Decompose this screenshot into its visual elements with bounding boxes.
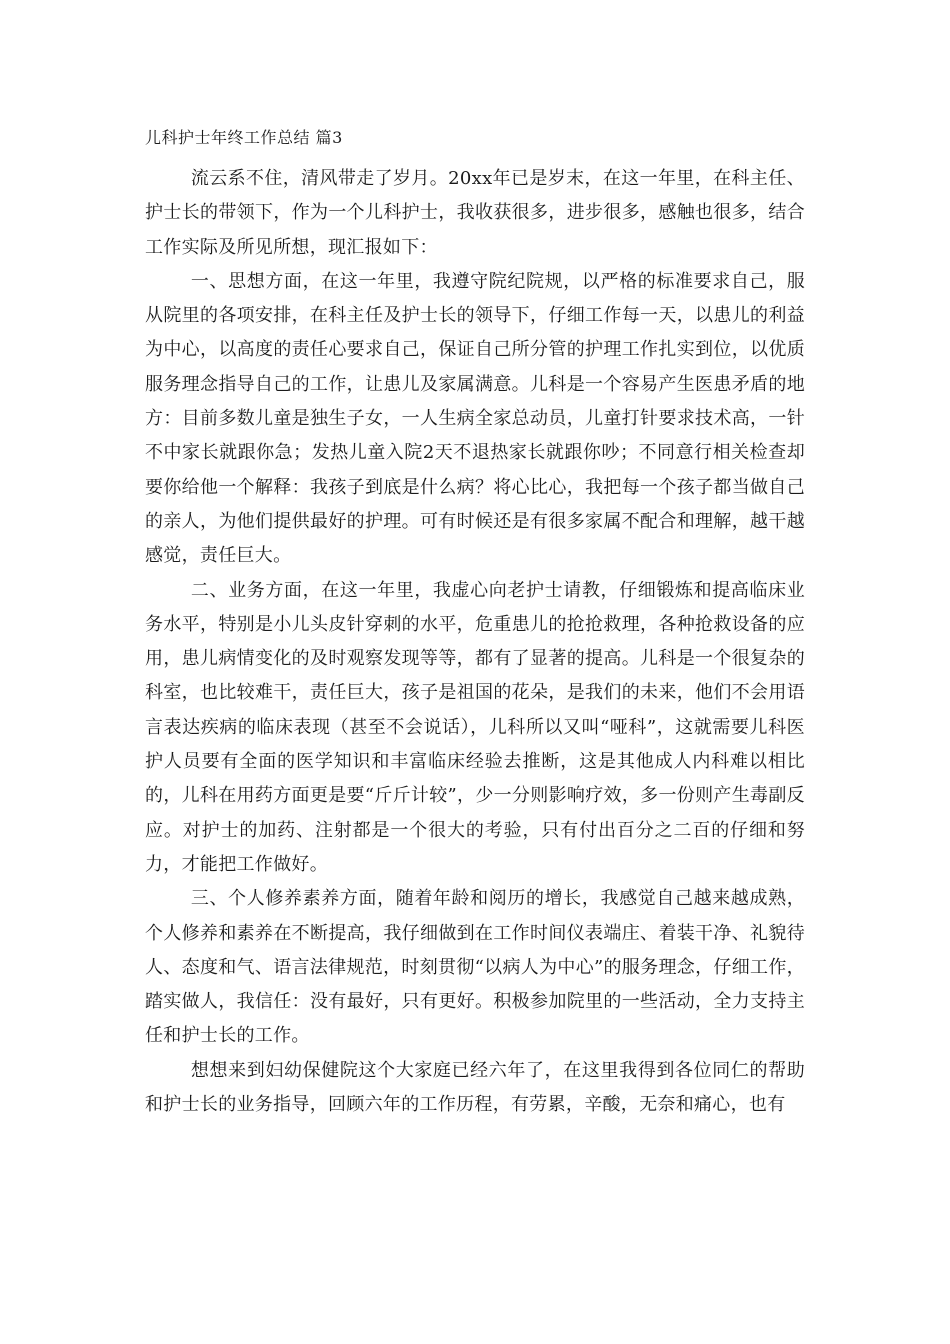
paragraph-business: 二、业务方面，在这一年里，我虚心向老护士请教，仔细锻炼和提高临床业务水平，特别是小儿头皮针穿刺的水平，危重患儿的抢抢救理，各种抢救设备的应用，患儿病情变化的及时观察发现等等，都有了显著的提高。儿科是一个很复杂的科室，也比较难干，责任巨大，孩子是祖国的花朵，是我们的未来，他们不会用语言表达疾病的临床表现（甚至不会说话），儿科所以又叫“哑科”，这就需要儿科医护人员要有全面的医学知识和丰富临床经验去推断，这是其他成人内科难以相比的，儿科在用药方面更是要“斤斤计较”，少一分则影响疗效，多一份则产生毒副反应。对护士的加药、注射都是一个很大的考验，只有付出百分之二百的仔细和努力，才能把工作做好。 — [145, 579, 805, 875]
paragraph-intro: 流云系不住，清风带走了岁月。20xx年已是岁末，在这一年里，在科主任、护士长的带领下，作为一个儿科护士，我收获很多，进步很多，感触也很多，结合工作实际及所见所想，现汇报如下： — [145, 168, 805, 258]
paragraph-ideology: 一、思想方面，在这一年里，我遵守院纪院规，以严格的标准要求自己，服从院里的各项安排，在科主任及护士长的领导下，仔细工作每一天，以患儿的利益为中心，以高度的责任心要求自己，保证自己所分管的护理工作扎实到位，以优质服务理念指导自己的工作，让患儿及家属满意。儿科是一个容易产生医患矛盾的地方：目前多数儿童是独生子女，一人生病全家总动员，儿童打针要求技术高，一针不中家长就跟你急；发热儿童入院2天不退热家长就跟你吵；不同意行相关检查却要你给他一个解释：我孩子到底是什么病？将心比心，我把每一个孩子都当做自己的亲人，为他们提供最好的护理。可有时候还是有很多家属不配合和理解，越干越感觉，责任巨大。 — [145, 270, 805, 567]
paragraph-personal-cultivation: 三、个人修养素养方面，随着年龄和阅历的增长，我感觉自己越来越成熟，个人修养和素养在不断提高，我仔细做到在工作时间仪表端庄、着装干净、礼貌待人、态度和气、语言法律规范，时刻贯彻“以病人为中心”的服务理念，仔细工作，踏实做人，我信任：没有最好，只有更好。积极参加院里的一些活动，全力支持主任和护士长的工作。 — [145, 888, 805, 1047]
document-title: 儿科护士年终工作总结 篇3 — [145, 128, 343, 147]
paragraph-reflection: 想想来到妇幼保健院这个大家庭已经六年了，在这里我得到各位同仁的帮助和护士长的业务指导，回顾六年的工作历程，有劳累，辛酸，无奈和痛心，也有 — [145, 1059, 805, 1116]
document-body — [145, 162, 805, 1122]
